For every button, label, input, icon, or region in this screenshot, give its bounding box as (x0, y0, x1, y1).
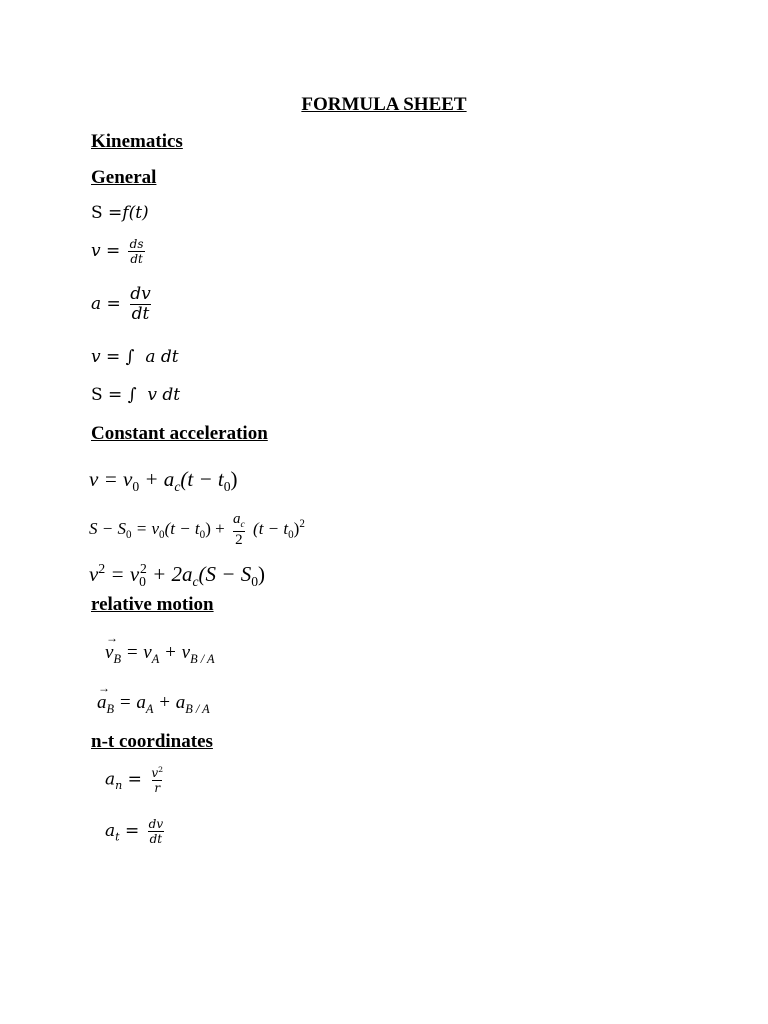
equation-constant-velocity-squared: $v^2 = v_0^2 + 2a_c(S - S_0)$ (89, 561, 266, 590)
equation-relative-velocity: → $v_B = v_A + v_{B / A}$ (105, 643, 215, 665)
equation-normal-acceleration: $a_n$ = $\frac{v^2}{r}$ (105, 765, 164, 795)
equation-position: S =f(t) (91, 203, 149, 223)
page-title: FORMULA SHEET (301, 94, 467, 115)
equation-tangential-acceleration: $a_t$ = $\frac{dv}{dt}$ (105, 817, 164, 846)
heading-relative-motion: relative motion (91, 594, 214, 615)
equation-velocity-integral: v = ∫ a dt (91, 347, 179, 367)
equation-constant-velocity: $v = v_0 + a_c(t - t_0)$ (89, 467, 238, 495)
equation-constant-position: $S - S_0 = v_0(t - t_0)$ + $\frac{a_c}{2}$ $(t - t_0)^2$ (89, 511, 305, 548)
heading-constant-acceleration: Constant acceleration (91, 423, 268, 444)
heading-nt-coordinates: n-t coordinates (91, 731, 213, 752)
equation-acceleration-derivative: a = $\frac{dv}{dt}$ (91, 284, 151, 324)
heading-general: General (91, 167, 157, 188)
equation-velocity-derivative: v = $\frac{ds}{dt}$ (91, 237, 144, 266)
heading-kinematics: Kinematics (91, 131, 183, 152)
equation-position-integral: S = ∫ v dt (91, 385, 181, 405)
equation-relative-acceleration: → $a_B = a_A + a_{B / A}$ (97, 693, 210, 715)
